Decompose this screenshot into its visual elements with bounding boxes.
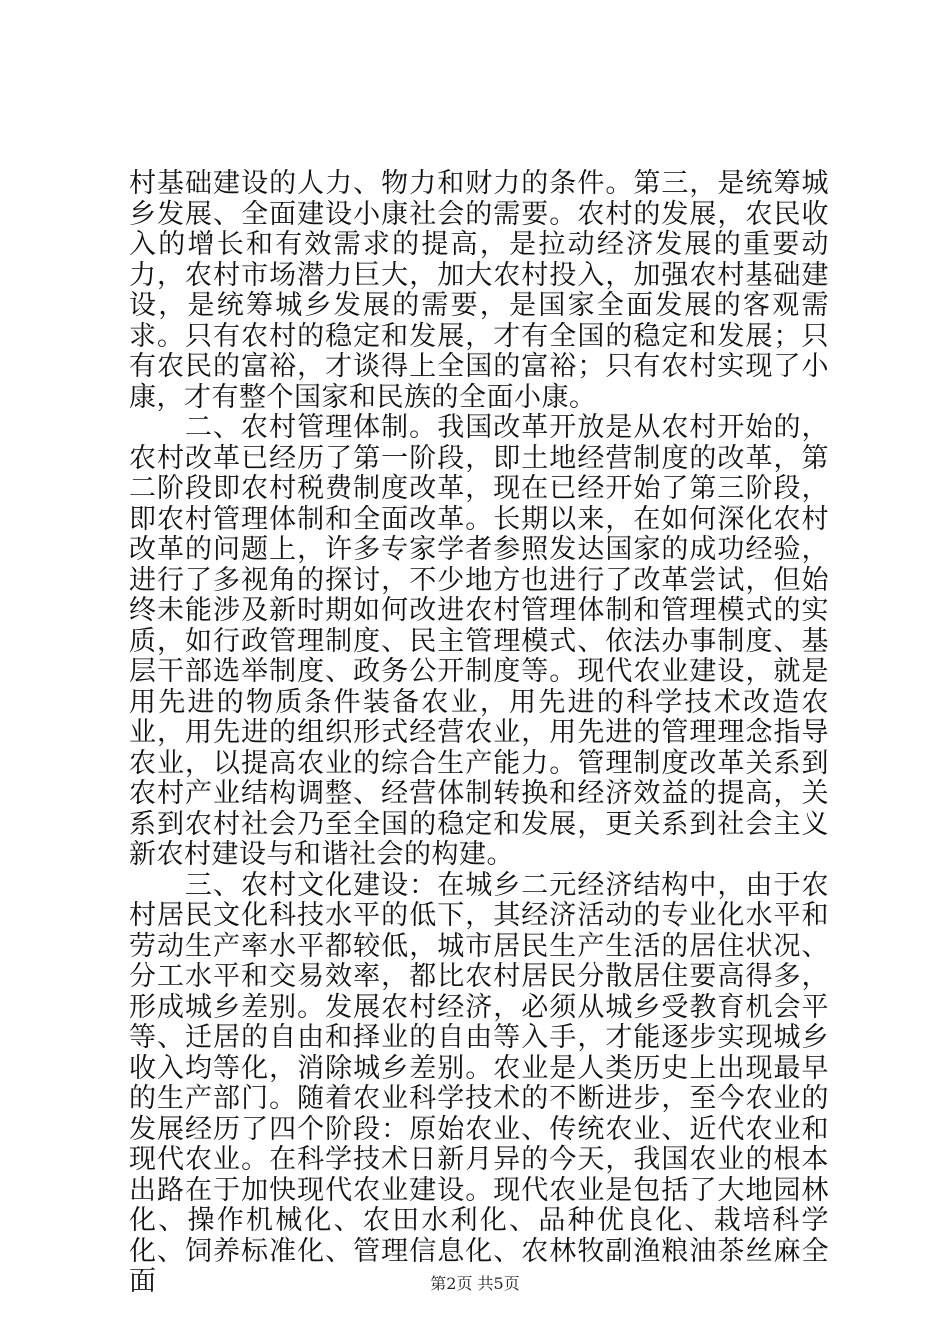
document-body <box>129 169 829 1298</box>
page-number-footer: 第2页 共5页 <box>430 1274 520 1293</box>
paragraph-rural-culture: 三、农村文化建设：在城乡二元经济结构中，由于农村居民文化科技水平的低下，其经济活动的专业化水平和劳动生产率水平都较低，城市居民生产生活的居住状况、分工水平和交易效率，都比农村居民分散居住要高得多，形成城乡差别。发展农村经济，必须从城乡受教育机会平等、迁居的自由和择业的自由等入手，才能逐步实现城乡收入均等化，消除城乡差别。农业是人类历史上出现最早的生产部门。随着农业科学技术的不断进步，至今农业的发展经历了四个阶段：原始农业、传统农业、近代农业和现代农业。在科学技术日新月异的今天，我国农业的根本出路在于加快现代农业建设。现代农业是包括了大地园林化、操作机械化、农田水利化、品种优良化、栽培科学化、饲养标准化、管理信息化、农林牧副渔粮油茶丝麻全面 <box>129 869 829 1297</box>
paragraph-rural-management: 二、农村管理体制。我国改革开放是从农村开始的，农村改革已经历了第一阶段，即土地经营制度的改革，第二阶段即农村税费制度改革，现在已经开始了第三阶段，即农村管理体制和全面改革。长期以来，在如何深化农村改革的问题上，许多专家学者参照发达国家的成功经验，进行了多视角的探讨，不少地方也进行了改革尝试，但始终未能涉及新时期如何改进农村管理体制和管理模式的实质，如行政管理制度、民主管理模式、依法办事制度、基层干部选举制度、政务公开制度等。现代农业建设，就是用先进的物质条件装备农业，用先进的科学技术改造农业，用先进的组织形式经营农业，用先进的管理理念指导农业，以提高农业的综合生产能力。管理制度改革关系到农村产业结构调整、经营体制转换和经济效益的提高，关系到农村社会乃至全国的稳定和发展，更关系到社会主义新农村建设与和谐社会的构建。 <box>129 412 829 870</box>
paragraph-continued: 村基础建设的人力、物力和财力的条件。第三，是统筹城乡发展、全面建设小康社会的需要。农村的发展，农民收入的增长和有效需求的提高，是拉动经济发展的重要动力，农村市场潜力巨大，加大农村投入，加强农村基础建设，是统筹城乡发展的需要，是国家全面发展的客观需求。只有农村的稳定和发展，才有全国的稳定和发展；只有农民的富裕，才谈得上全国的富裕；只有农村实现了小康，才有整个国家和民族的全面小康。 <box>129 168 829 413</box>
